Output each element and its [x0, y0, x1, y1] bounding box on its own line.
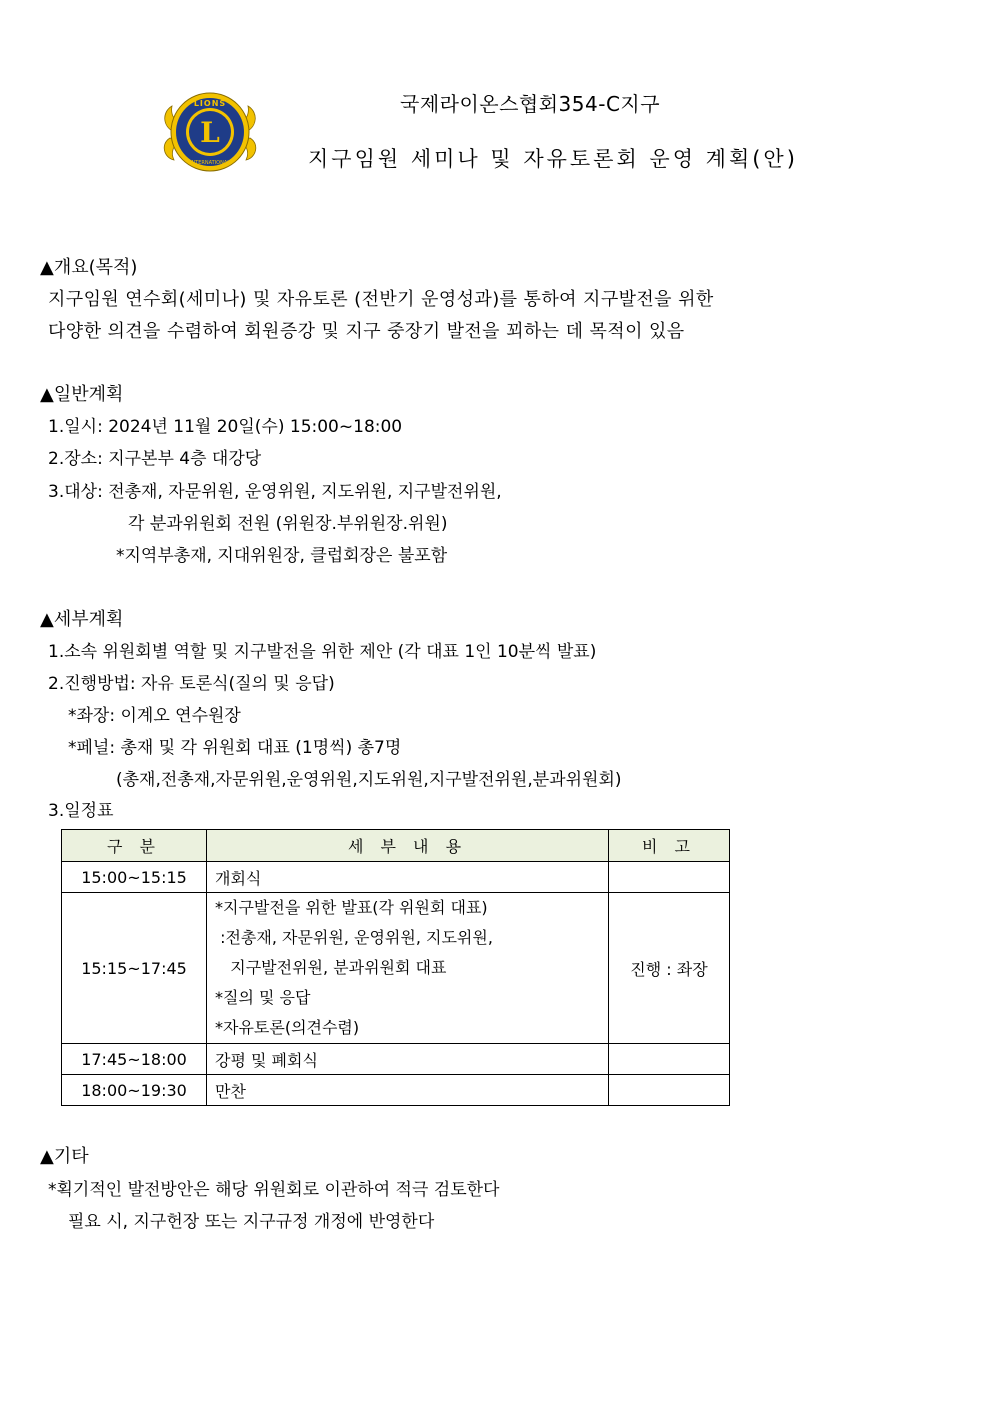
detail-chair: *좌장: 이계오 연수원장: [68, 706, 241, 726]
svg-text:L: L: [200, 116, 220, 149]
schedule-table: [61, 829, 730, 1106]
svg-text:LIONS: LIONS: [193, 99, 227, 108]
row-content-line: *질의 및 응답: [215, 988, 311, 1007]
row-content: [207, 893, 609, 1044]
etc-line-2: 필요 시, 지구헌장 또는 지구규정 개정에 반영한다: [68, 1212, 435, 1232]
schedule-header-row: [62, 830, 730, 862]
detail-heading: ▲세부계획: [40, 609, 124, 630]
detail-item-1: 1.소속 위원회별 역할 및 지구발전을 위한 제안 (각 대표 1인 10분씩 발표): [48, 642, 597, 662]
col-header-content: 세 부 내 용: [207, 830, 609, 862]
row-content-line: 지구발전위원, 분과위원회 대표: [215, 958, 447, 977]
col-header-time: 구 분: [62, 830, 207, 862]
org-name: 국제라이온스협회354-C지구: [400, 92, 661, 116]
row-content: 만찬: [207, 1075, 609, 1106]
general-target-cont: 각 분과위원회 전원 (위원장.부위원장.위원): [128, 514, 448, 534]
general-target: 3.대상: 전총재, 자문위원, 운영위원, 지도위원, 지구발전위원,: [48, 482, 502, 502]
lions-logo-icon: [160, 82, 260, 182]
table-row: [62, 1044, 730, 1075]
etc-line-1: *획기적인 발전방안은 해당 위원회로 이관하여 적극 검토한다: [48, 1180, 500, 1200]
detail-panel-list: (총재,전총재,자문위원,운영위원,지도위원,지구발전위원,분과위원회): [116, 770, 622, 790]
row-note: [609, 1075, 730, 1106]
row-note: [609, 862, 730, 893]
row-time: 15:00~15:15: [62, 862, 207, 893]
row-note: [609, 1044, 730, 1075]
row-note: 진행 : 좌장: [609, 893, 730, 1044]
row-time: 17:45~18:00: [62, 1044, 207, 1075]
table-row: [62, 862, 730, 893]
overview-line-2: 다양한 의견을 수렴하여 회원증강 및 지구 중장기 발전을 꾀하는 데 목적이 있음: [48, 321, 685, 342]
general-place: 2.장소: 지구본부 4층 대강당: [48, 449, 262, 469]
detail-panel: *페널: 총재 및 각 위원회 대표 (1명씩) 총7명: [68, 738, 402, 758]
general-heading: ▲일반계획: [40, 384, 124, 405]
row-content: 강평 및 폐회식: [207, 1044, 609, 1075]
overview-heading: ▲개요(목적): [40, 257, 138, 278]
col-header-note: 비 고: [609, 830, 730, 862]
row-content: 개회식: [207, 862, 609, 893]
row-content-line: :전총재, 자문위원, 운영위원, 지도위원,: [215, 928, 493, 947]
detail-item-3: 3.일정표: [48, 801, 114, 821]
row-time: 18:00~19:30: [62, 1075, 207, 1106]
row-content-line: *자유토론(의견수렴): [215, 1018, 360, 1037]
table-row: [62, 893, 730, 1044]
detail-item-2: 2.진행방법: 자유 토론식(질의 및 응답): [48, 674, 335, 694]
etc-heading: ▲기타: [40, 1146, 89, 1167]
row-time: 15:15~17:45: [62, 893, 207, 1044]
svg-text:INTERNATIONAL: INTERNATIONAL: [189, 160, 231, 166]
overview-line-1: 지구임원 연수회(세미나) 및 자유토론 (전반기 운영성과)를 통하여 지구발전을 위한: [48, 289, 714, 310]
document-title: 지구임원 세미나 및 자유토론회 운영 계획(안): [308, 147, 798, 171]
row-content-line: *지구발전을 위한 발표(각 위원회 대표): [215, 898, 488, 917]
general-target-note: *지역부총재, 지대위원장, 클럽회장은 불포함: [116, 546, 448, 566]
table-row: [62, 1075, 730, 1106]
general-datetime: 1.일시: 2024년 11월 20일(수) 15:00~18:00: [48, 417, 403, 437]
